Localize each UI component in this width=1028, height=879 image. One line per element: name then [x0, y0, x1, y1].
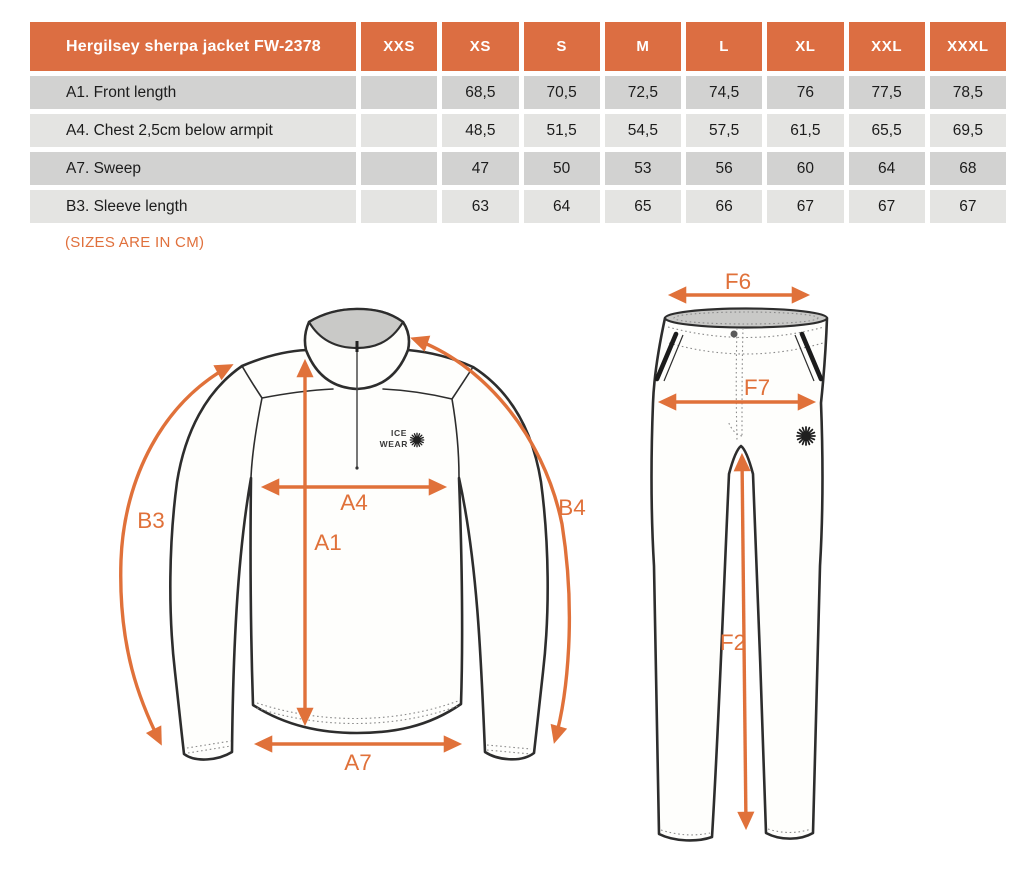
- jacket-label-a7: A7: [344, 750, 372, 775]
- waistband-opening: [665, 309, 827, 328]
- value-cell: 67: [930, 190, 1006, 223]
- value-cell: 72,5: [605, 76, 681, 109]
- value-cell: 65: [605, 190, 681, 223]
- row-label-cell: B3. Sleeve length: [30, 190, 356, 223]
- jacket-label-b4: B4: [558, 495, 586, 520]
- logo-text-wear: WEAR: [379, 439, 408, 449]
- row-label-cell: A4. Chest 2,5cm below armpit: [30, 114, 356, 147]
- value-cell: 64: [524, 190, 600, 223]
- logo-text-ice: ICE: [391, 428, 407, 438]
- value-cell: 70,5: [524, 76, 600, 109]
- size-column-header: L: [686, 22, 762, 71]
- waist-button: [731, 331, 738, 338]
- pants-diagram: [651, 269, 827, 840]
- value-cell: 69,5: [930, 114, 1006, 147]
- value-cell: 56: [686, 152, 762, 185]
- value-cell: 47: [442, 152, 518, 185]
- row-label-cell: A7. Sweep: [30, 152, 356, 185]
- snowflake-icon: [410, 433, 424, 447]
- value-cell: 60: [767, 152, 843, 185]
- size-column-header: XXL: [849, 22, 925, 71]
- size-column-header: S: [524, 22, 600, 71]
- value-cell: 48,5: [442, 114, 518, 147]
- value-cell: 67: [849, 190, 925, 223]
- value-cell: 61,5: [767, 114, 843, 147]
- pants-label-f7: F7: [743, 375, 771, 400]
- value-cell: 53: [605, 152, 681, 185]
- size-column-header: XL: [767, 22, 843, 71]
- value-cell: 77,5: [849, 76, 925, 109]
- value-cell: 65,5: [849, 114, 925, 147]
- value-cell: 64: [849, 152, 925, 185]
- size-column-header: XXS: [361, 22, 437, 71]
- jacket-label-b3: B3: [137, 508, 165, 533]
- size-column-header: XS: [442, 22, 518, 71]
- value-cell: 51,5: [524, 114, 600, 147]
- jacket-body-outline: [170, 348, 547, 760]
- pants-outline: [651, 318, 827, 840]
- row-label-cell: A1. Front length: [30, 76, 356, 109]
- pants-label-f2: F2: [719, 630, 747, 655]
- value-cell: 74,5: [686, 76, 762, 109]
- value-cell: 54,5: [605, 114, 681, 147]
- pants-label-f6: F6: [724, 269, 752, 294]
- value-cell: 63: [442, 190, 518, 223]
- value-cell: 68: [930, 152, 1006, 185]
- value-cell: 67: [767, 190, 843, 223]
- snowflake-icon: [797, 427, 815, 445]
- value-cell: 66: [686, 190, 762, 223]
- value-cell: 76: [767, 76, 843, 109]
- size-column-header: XXXL: [930, 22, 1006, 71]
- jacket-diagram: [121, 309, 586, 775]
- value-cell: 68,5: [442, 76, 518, 109]
- jacket-label-a4: A4: [340, 490, 368, 515]
- value-cell: 57,5: [686, 114, 762, 147]
- sizes-unit-note: (SIZES ARE IN CM): [65, 234, 205, 251]
- table-title-cell: Hergilsey sherpa jacket FW-2378: [30, 22, 356, 71]
- value-cell: 50: [524, 152, 600, 185]
- jacket-label-a1: A1: [314, 530, 342, 555]
- size-column-header: M: [605, 22, 681, 71]
- value-cell: 78,5: [930, 76, 1006, 109]
